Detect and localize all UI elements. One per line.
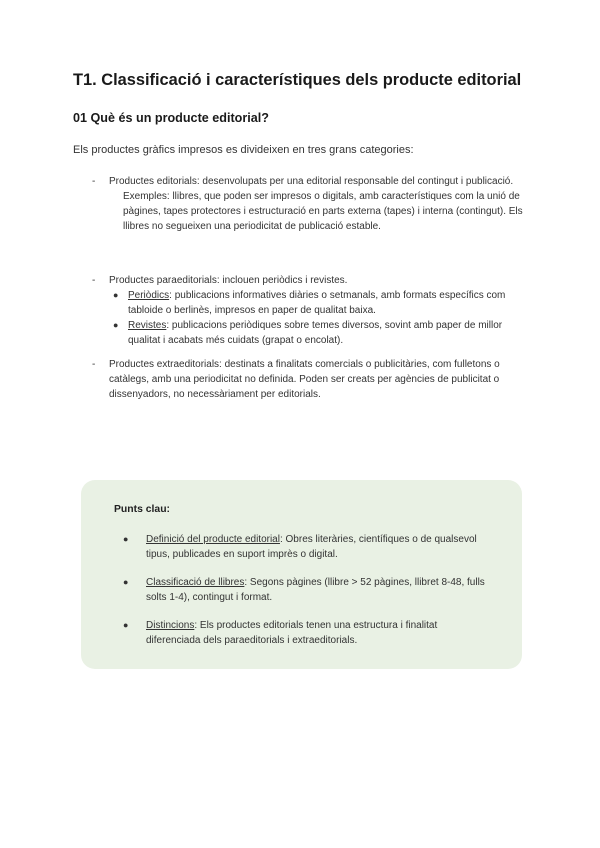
document-title: T1. Classificació i característiques dels producte editorial: [73, 71, 522, 89]
list-item: [109, 288, 532, 318]
category-editorials-example: Exemples: llibres, que poden ser impresos o digitals, amb característiques com la unió de pàgines, tapes protectores i estructuració en parts externa (tapes) i interna (contingut). Els llibres no segueixen una periodicitat de publicació estable.: [123, 191, 523, 232]
category-editorials-text: Productes editorials: desenvolupats per una editorial responsable del contingut i publicació.: [109, 176, 514, 187]
term-description: : Obres literàries, científiques o de qualsevol tipus, publicades en suport imprès o digital.: [146, 534, 477, 560]
term-description: : publicacions informatives diàries o setmanals, amb formats específics com tabloide o berlinès, impresos en paper de qualitat baixa.: [128, 290, 506, 316]
section-heading: 01 Què és un producte editorial?: [73, 111, 269, 125]
paraeditorials-bullet-list: [109, 288, 532, 348]
category-extraeditorials: [92, 357, 532, 402]
bullet-icon: ●: [113, 290, 119, 300]
term-label: Distincions: [146, 620, 195, 631]
bullet-icon: ●: [123, 577, 129, 587]
term-description: : Els productes editorials tenen una estructura i finalitat diferenciada dels paraeditorials i extraeditorials.: [146, 620, 438, 646]
term-label: Classificació de llibres: [146, 577, 245, 588]
bullet-icon: ●: [113, 320, 119, 330]
dash-marker: -: [92, 359, 96, 370]
category-paraeditorials-text: Productes paraeditorials: inclouen periòdics i revistes.: [109, 275, 348, 286]
list-item: [123, 532, 493, 562]
bullet-icon: ●: [123, 620, 129, 630]
list-item: [123, 618, 493, 648]
list-item: [123, 575, 493, 605]
dash-marker: -: [92, 176, 96, 187]
category-paraeditorials: [92, 273, 532, 348]
term-label: Definició del producte editorial: [146, 534, 280, 545]
key-points-title: Punts clau:: [114, 504, 171, 515]
key-points-card: [81, 480, 522, 669]
dash-marker: -: [92, 275, 96, 286]
term-label: Revistes: [128, 320, 167, 331]
list-item: [109, 318, 532, 348]
category-editorials: [92, 174, 532, 234]
bullet-icon: ●: [123, 534, 129, 544]
term-description: : publicacions periòdiques sobre temes diversos, sovint amb paper de millor qualitat i acabats més cuidats (grapat o encolat).: [128, 320, 503, 346]
key-points-list: [123, 532, 493, 661]
term-label: Periòdics: [128, 290, 170, 301]
term-description: : Segons pàgines (llibre > 52 pàgines, llibret 8-48, fulls solts 1-4), contingut i format.: [146, 577, 485, 603]
category-extraeditorials-text: Productes extraeditorials: destinats a finalitats comercials o publicitàries, com fulletons o catàlegs, amb una periodicitat no definida. Poden ser creats per agències de publicitat o dissenyadors, no necessàriament per editorials.: [109, 359, 500, 400]
intro-paragraph: Els productes gràfics impresos es divideixen en tres grans categories:: [73, 144, 414, 156]
